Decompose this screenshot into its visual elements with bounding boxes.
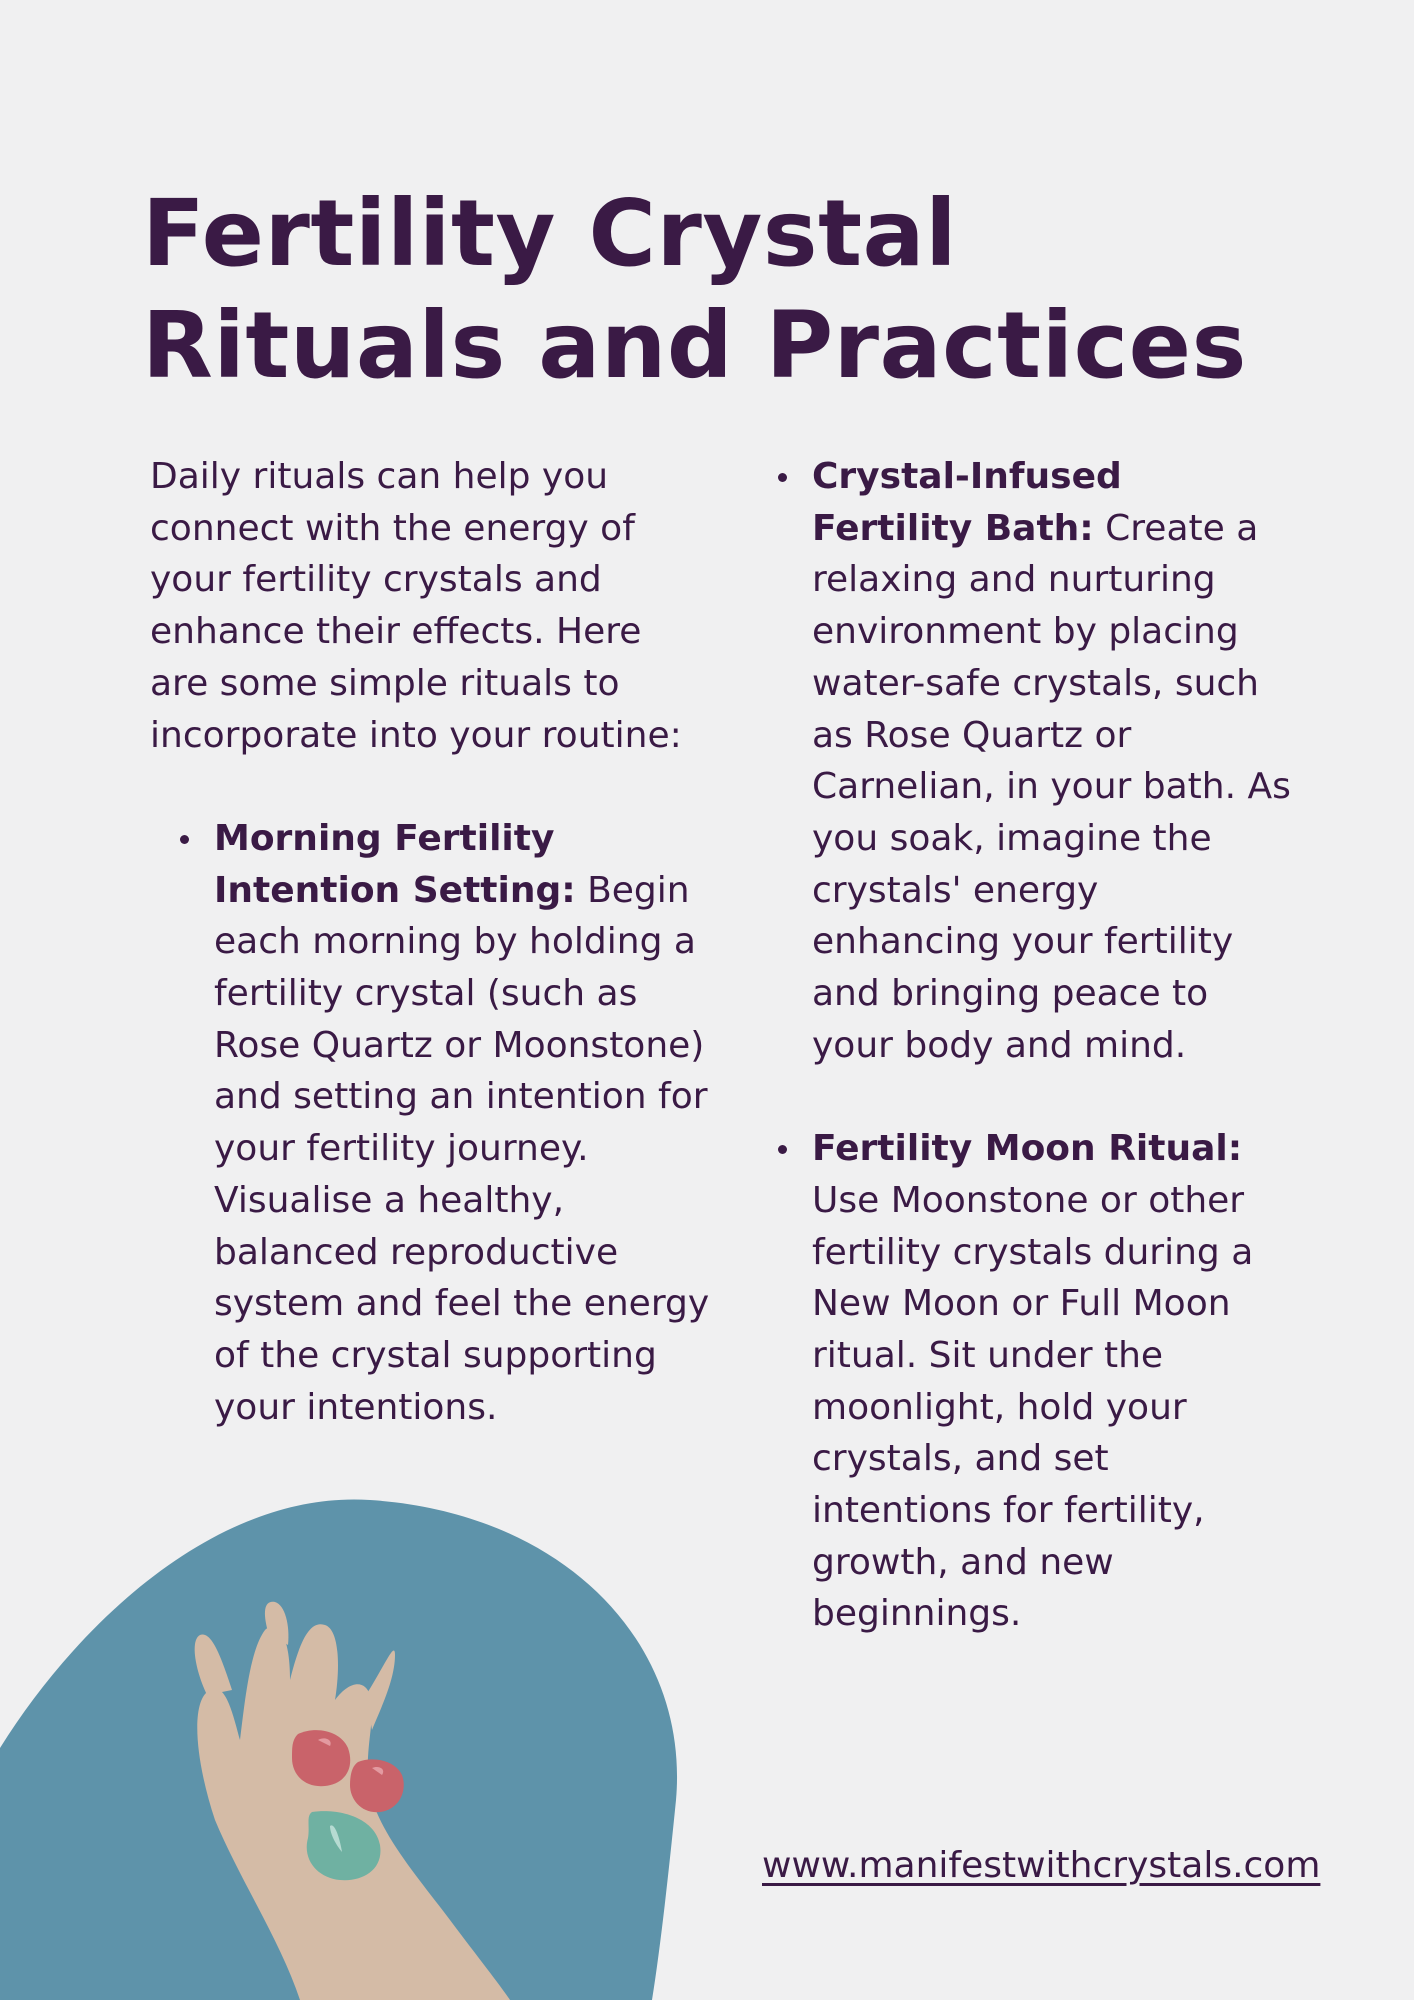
list-item xyxy=(812,451,1294,1071)
list-item xyxy=(214,813,710,1433)
ritual-description: Create a relaxing and nurturing environment by placing water-safe crystals, such as Rose Quartz or Carnelian, in your bath. As you soak, imagine the crystals' energy enhancing your fertility and bringing peace to your body and mind. xyxy=(812,507,1291,1066)
right-column xyxy=(774,451,1294,1692)
hand-with-crystals-illustration xyxy=(0,1480,700,2000)
ritual-heading: Fertility Moon Ritual: xyxy=(812,1128,1243,1170)
intro-paragraph: Daily rituals can help you connect with the energy of your fertility crystals and enhance their effects. Here are some simple rituals to incorporate into your routine: xyxy=(150,456,682,756)
ritual-list-right xyxy=(812,451,1294,1640)
ritual-heading: Crystal-Infused Fertility Bath: xyxy=(812,456,1122,549)
ritual-heading: Morning Fertility Intention Setting: xyxy=(214,817,576,911)
ritual-description: Begin each morning by holding a fertility crystal (such as Rose Quartz or Moonstone) and setting an intention for your fertility journey. Visualise a healthy, balanced reproductive system and feel the energy of the crystal supporting your intentions. xyxy=(214,869,710,1428)
page-title: Fertility Crystal Rituals and Practices xyxy=(142,180,1247,399)
ritual-list-left xyxy=(214,813,710,1433)
list-item xyxy=(812,1123,1294,1640)
ritual-description: Use Moonstone or other fertility crystals during a New Moon or Full Moon ritual. Sit under the moonlight, hold your crystals, and set intentions for fertility, growth, and new beginnings. xyxy=(812,1179,1254,1635)
left-column xyxy=(150,451,710,1485)
website-link[interactable]: www.manifestwithcrystals.com xyxy=(762,1845,1321,1886)
